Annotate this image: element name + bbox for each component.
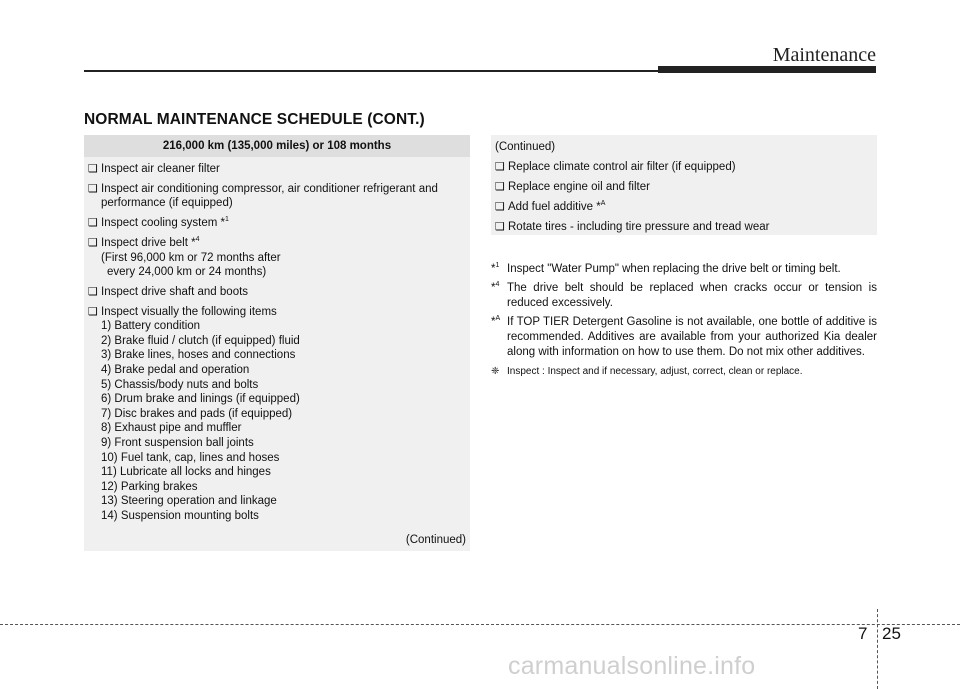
item-label-cont: (First 96,000 km or 72 months after: [101, 251, 281, 264]
checkbox-icon: ❑: [88, 182, 98, 195]
footnote-ref: 4: [195, 236, 200, 244]
inspection-list-item: 5) Chassis/body nuts and bolts: [101, 378, 259, 391]
item-label: Inspect air cleaner filter: [101, 163, 220, 175]
chapter-number: 7: [858, 624, 868, 643]
checkbox-icon: ❑: [495, 200, 505, 213]
item-label-cont: performance (if equipped): [101, 197, 233, 210]
schedule-item: [495, 180, 873, 195]
legend-symbol-icon: ❈: [491, 365, 500, 377]
inspection-list-item: 7) Disc brakes and pads (if equipped): [101, 407, 293, 420]
continued-label: (Continued): [495, 141, 556, 153]
inspection-list-item: 14) Suspension mounting bolts: [101, 510, 259, 522]
legend-text: Inspect : Inspect and if necessary, adjust, correct, clean or replace.: [507, 365, 803, 377]
item-label-cont: every 24,000 km or 24 months): [107, 266, 267, 279]
checkbox-icon: ❑: [88, 217, 98, 230]
schedule-item: [88, 305, 466, 524]
footnote: [491, 281, 877, 311]
inspection-list-item: 4) Brake pedal and operation: [101, 364, 250, 377]
inspection-list-item: 9) Front suspension ball joints: [101, 437, 254, 450]
footnote-text: The drive belt should be replaced when cracks occur or tension is reduced excessively.: [507, 281, 877, 309]
watermark: carmanualsonline.info: [508, 652, 756, 680]
interval-heading: 216,000 km (135,000 miles) or 108 months: [84, 135, 470, 157]
footnote-text: If TOP TIER Detergent Gasoline is not available, one bottle of additive is recommended. Additives are available from your authorized Kia dealer along with information on how to use them. Do not mix other additives.: [507, 315, 877, 359]
checkbox-icon: ❑: [88, 305, 98, 318]
item-label: Inspect drive belt *: [101, 236, 196, 249]
footnote-ref: 4: [495, 280, 500, 288]
schedule-item: [495, 200, 873, 215]
schedule-item: [88, 162, 466, 177]
inspection-list-item: 3) Brake lines, hoses and connections: [101, 349, 296, 362]
header-bar: [658, 66, 876, 73]
continued-label: (Continued): [405, 534, 466, 546]
checkbox-icon: ❑: [495, 161, 505, 174]
checkbox-icon: ❑: [88, 285, 98, 298]
inspection-list-item: 10) Fuel tank, cap, lines and hoses: [101, 451, 280, 464]
footer-divider: [877, 609, 878, 689]
inspection-list-item: 2) Brake fluid / clutch (if equipped) fluid: [101, 334, 300, 347]
footnote-ref: A: [495, 314, 501, 322]
item-label: Rotate tires - including tire pressure and tread wear: [508, 220, 770, 233]
inspection-list-item: 8) Exhaust pipe and muffler: [101, 422, 242, 435]
item-label: Inspect visually the following items: [101, 305, 277, 318]
page-number: 25: [882, 624, 901, 643]
inspection-list-item: 11) Lubricate all locks and hinges: [101, 466, 271, 479]
checkbox-icon: ❑: [495, 220, 505, 233]
footnote: [491, 262, 877, 277]
item-label: Add fuel additive *: [508, 200, 601, 213]
schedule-panel-left: [84, 135, 470, 551]
schedule-item: [88, 216, 466, 231]
inspection-list-item: 13) Steering operation and linkage: [101, 495, 277, 508]
footnote-mark: *: [491, 315, 496, 328]
page-header-title: Maintenance: [772, 44, 876, 66]
footnote: [491, 315, 877, 361]
schedule-item: [88, 182, 466, 211]
inspection-list-item: 1) Battery condition: [101, 320, 201, 333]
footnote-text: Inspect "Water Pump" when replacing the drive belt or timing belt.: [507, 263, 841, 275]
item-label: Inspect cooling system *: [101, 217, 226, 230]
schedule-item: [88, 285, 466, 300]
item-label: Replace engine oil and filter: [508, 180, 650, 193]
inspection-list-item: 6) Drum brake and linings (if equipped): [101, 393, 300, 406]
footnote-ref: 1: [495, 262, 500, 270]
legend-note: [491, 364, 877, 379]
footnote-mark: *: [491, 281, 496, 294]
checkbox-icon: ❑: [495, 180, 505, 193]
inspection-list-item: 12) Parking brakes: [101, 480, 198, 493]
checkbox-icon: ❑: [88, 163, 98, 175]
footer-rule: [0, 624, 960, 625]
item-label: Inspect air conditioning compressor, air conditioner refrigerant and: [101, 182, 438, 195]
section-heading: NORMAL MAINTENANCE SCHEDULE (CONT.): [84, 111, 425, 128]
item-label: Replace climate control air filter (if equipped): [508, 161, 736, 174]
schedule-item: [88, 236, 466, 280]
schedule-item: [495, 220, 873, 235]
item-label: Inspect drive shaft and boots: [101, 285, 249, 298]
schedule-panel-right: [491, 135, 877, 235]
footnotes: [491, 262, 877, 379]
footnote-ref: 1: [225, 216, 229, 224]
schedule-item: [495, 160, 873, 175]
footnote-mark: *: [491, 263, 496, 275]
checkbox-icon: ❑: [88, 236, 98, 249]
header-rule: [84, 70, 658, 72]
footnote-ref: A: [600, 199, 606, 207]
